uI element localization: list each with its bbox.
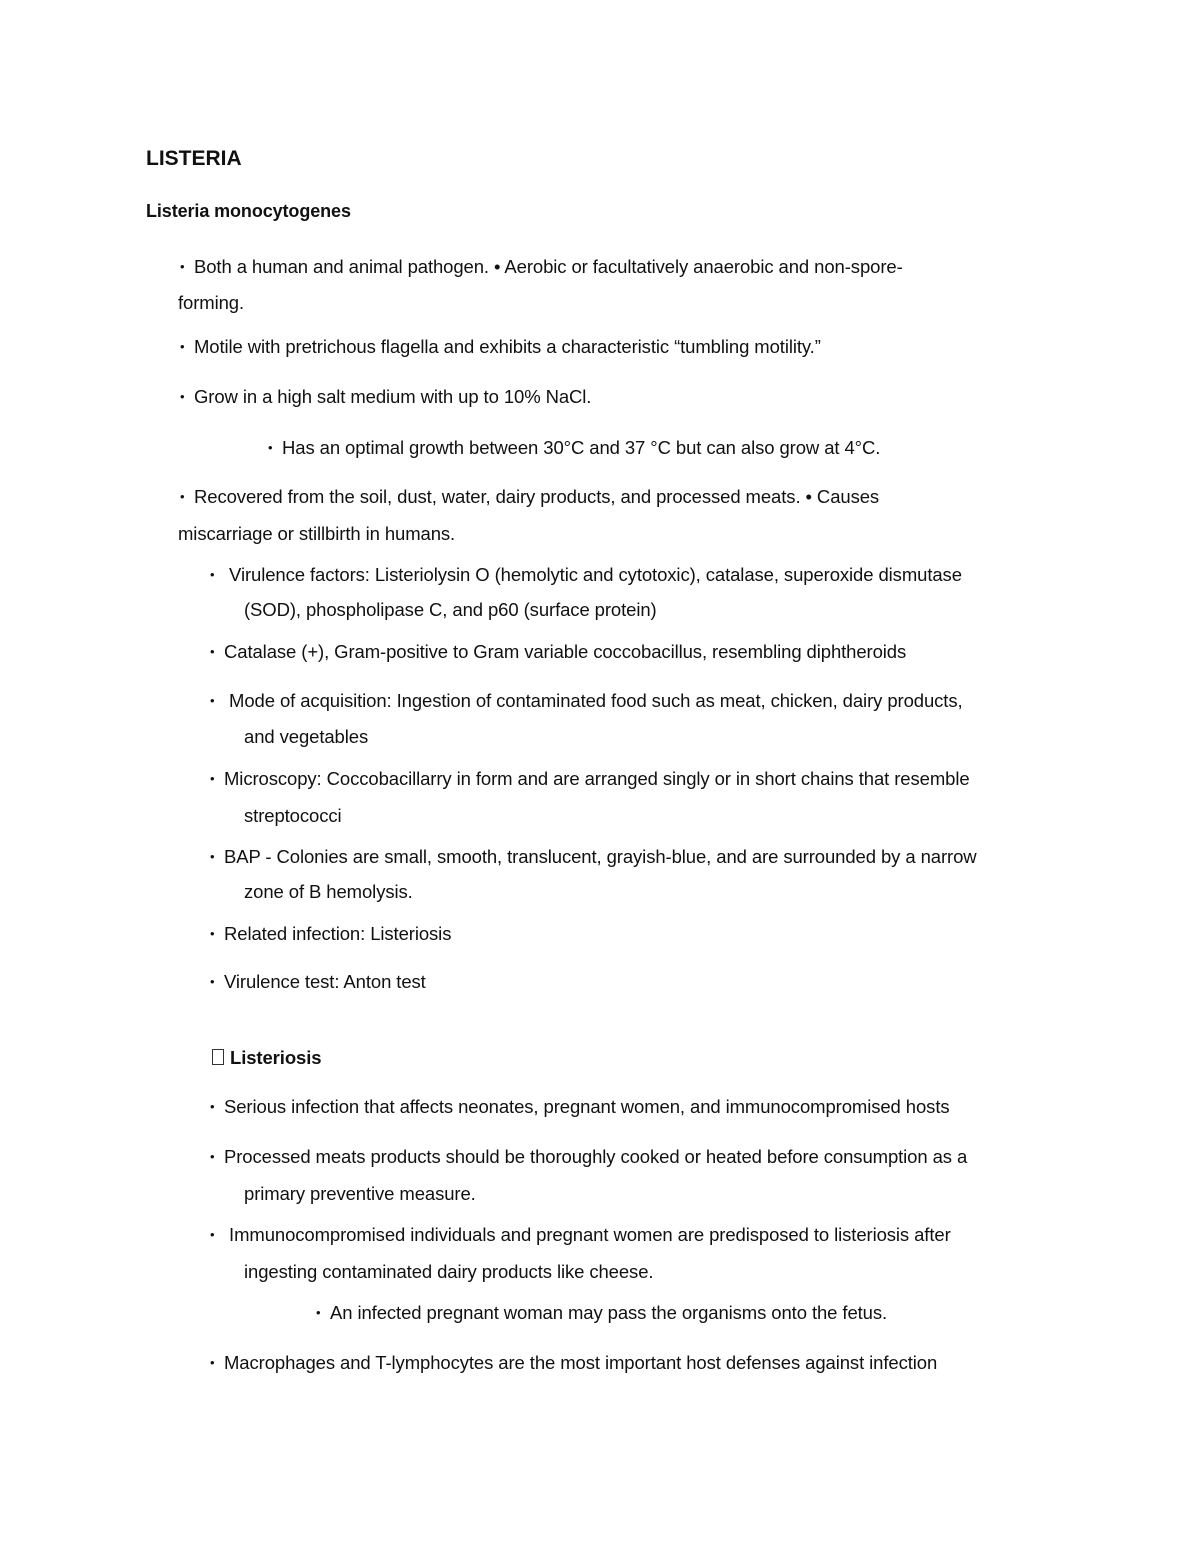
bullet-icon: • — [210, 1227, 215, 1242]
section-subtitle: Listeria monocytogenes — [146, 201, 351, 221]
bullet-icon: • — [210, 1099, 215, 1114]
line-text: Recovered from the soil, dust, water, dairy products, and processed meats. • Causes — [194, 486, 880, 507]
line-text: BAP - Colonies are small, smooth, translucent, grayish-blue, and are surrounded by a narrow — [224, 846, 977, 867]
continuation-line: miscarriage or stillbirth in humans. — [178, 523, 456, 544]
line-text: Virulence test: Anton test — [224, 971, 426, 992]
bullet-icon: • — [180, 259, 185, 274]
bullet-icon: • — [210, 849, 215, 864]
bullet-line — [210, 1352, 937, 1374]
line-text: Grow in a high salt medium with up to 10% NaCl. — [194, 386, 592, 407]
line-text: Immunocompromised individuals and pregnant women are predisposed to listeriosis after — [224, 1224, 951, 1245]
bullet-icon: • — [210, 926, 215, 941]
line-text: Related infection: Listeriosis — [224, 923, 452, 944]
continuation-line: zone of B hemolysis. — [244, 881, 413, 902]
section-heading — [212, 1047, 321, 1069]
line-text: Mode of acquisition: Ingestion of contaminated food such as meat, chicken, dairy products, — [224, 690, 963, 711]
bullet-icon: • — [210, 1149, 215, 1164]
bullet-icon: • — [210, 567, 215, 582]
line-text: Motile with pretrichous flagella and exhibits a characteristic “tumbling motility.” — [194, 336, 821, 357]
bullet-line — [210, 768, 970, 790]
bullet-line — [210, 641, 906, 663]
bullet-icon: • — [210, 1355, 215, 1370]
bullet-line — [210, 1224, 951, 1246]
heading-text: Listeriosis — [230, 1047, 322, 1068]
bullet-line — [316, 1302, 887, 1324]
line-text: Both a human and animal pathogen. • Aerobic or facultatively anaerobic and non-spore- — [194, 256, 903, 277]
continuation-line: streptococci — [244, 805, 342, 826]
bullet-line — [210, 564, 962, 586]
bullet-icon: • — [210, 644, 215, 659]
continuation-line: and vegetables — [244, 726, 369, 747]
bullet-icon: • — [316, 1305, 321, 1320]
bullet-line — [210, 1096, 950, 1118]
line-text: Virulence factors: Listeriolysin O (hemolytic and cytotoxic), catalase, superoxide dismutase — [224, 564, 962, 585]
line-text: An infected pregnant woman may pass the organisms onto the fetus. — [330, 1302, 888, 1323]
bullet-line — [180, 336, 821, 358]
bullet-icon: • — [210, 974, 215, 989]
bullet-icon: • — [180, 489, 185, 504]
bullet-line — [180, 256, 903, 278]
bullet-line — [210, 690, 963, 712]
line-text: Microscopy: Coccobacillarry in form and are arranged singly or in short chains that resemble — [224, 768, 970, 789]
line-text: Macrophages and T-lymphocytes are the most important host defenses against infection — [224, 1352, 938, 1373]
line-text: Serious infection that affects neonates, pregnant women, and immunocompromised hosts — [224, 1096, 950, 1117]
bullet-line — [210, 846, 977, 868]
bullet-line — [210, 971, 426, 993]
bullet-icon: • — [180, 339, 185, 354]
line-text: Processed meats products should be thoroughly cooked or heated before consumption as a — [224, 1146, 968, 1167]
bullet-icon: • — [268, 440, 273, 455]
bullet-line — [210, 923, 451, 945]
bullet-line — [268, 437, 880, 459]
missing-glyph-icon — [212, 1049, 224, 1065]
line-text: Catalase (+), Gram-positive to Gram variable coccobacillus, resembling diphtheroids — [224, 641, 907, 662]
bullet-line — [180, 486, 879, 508]
continuation-line: primary preventive measure. — [244, 1183, 476, 1204]
continuation-line: ingesting contaminated dairy products like cheese. — [244, 1261, 654, 1282]
continuation-line: (SOD), phospholipase C, and p60 (surface protein) — [244, 599, 657, 620]
continuation-line: forming. — [178, 292, 245, 313]
line-text: Has an optimal growth between 30°C and 37 °C but can also grow at 4°C. — [282, 437, 881, 458]
bullet-icon: • — [210, 771, 215, 786]
bullet-line — [180, 386, 591, 408]
bullet-icon: • — [180, 389, 185, 404]
page-title: LISTERIA — [146, 147, 242, 170]
bullet-line — [210, 1146, 967, 1168]
bullet-icon: • — [210, 693, 215, 708]
